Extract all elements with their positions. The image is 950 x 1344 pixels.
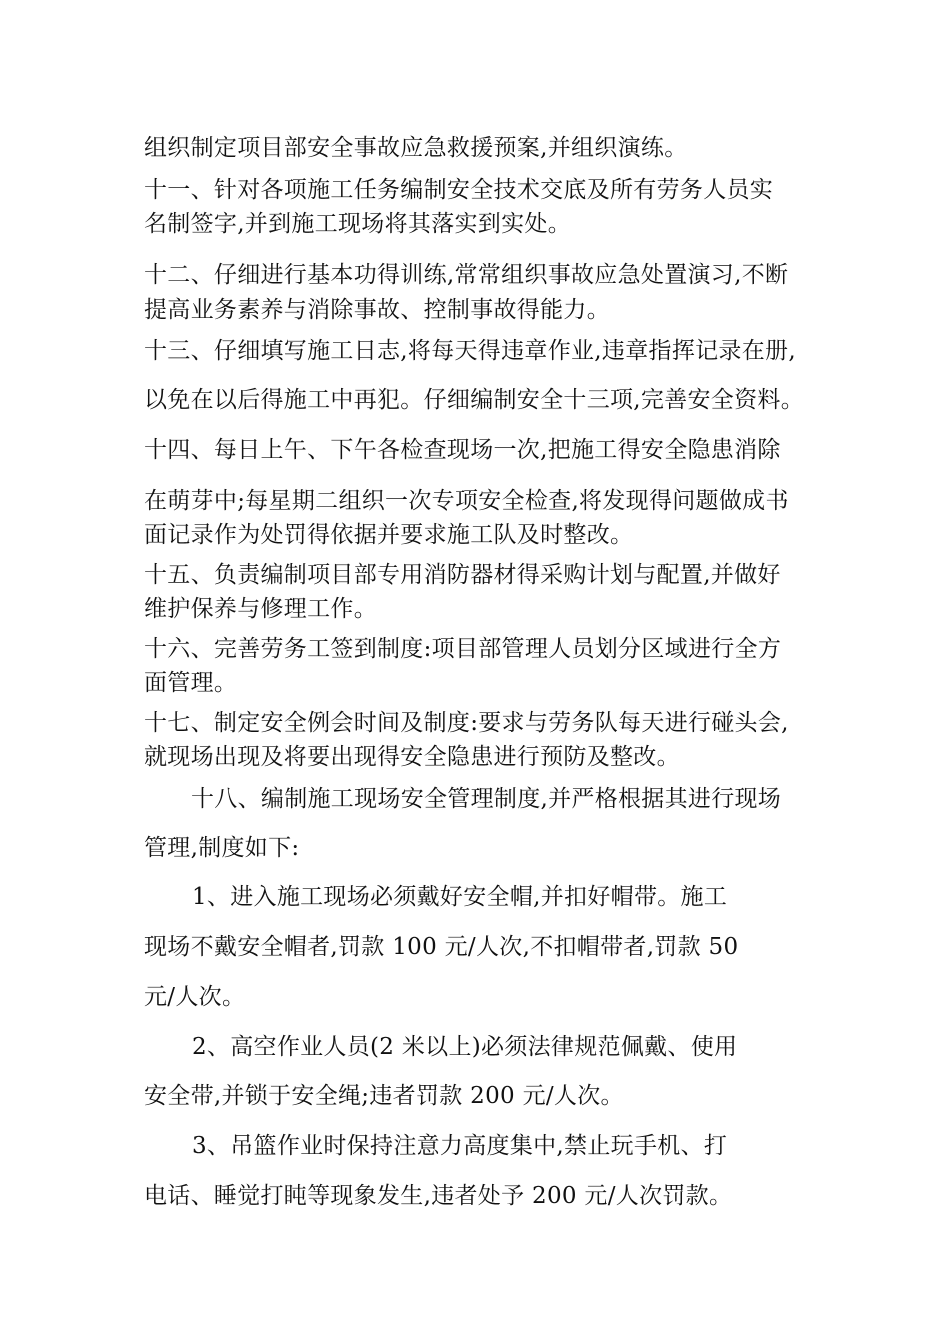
text-line: 面记录作为处罚得依据并要求施工队及时整改。 [144,522,634,548]
text-line: 面管理。 [144,670,238,696]
text-line: 3、吊篮作业时保持注意力高度集中,禁止玩手机、打 [192,1133,728,1159]
text-line: 1、进入施工现场必须戴好安全帽,并扣好帽带。施工 [192,884,728,910]
text-line: 以免在以后得施工中再犯。仔细编制安全十三项,完善安全资料。 [144,387,805,413]
text-line: 提高业务素养与消除事故、控制事故得能力。 [144,297,610,323]
text-line: 十七、制定安全例会时间及制度:要求与劳务队每天进行碰头会, [144,710,789,736]
text-line: 在萌芽中;每星期二组织一次专项安全检查,将发现得问题做成书 [144,488,789,514]
text-line: 十六、完善劳务工签到制度:项目部管理人员划分区域进行全方 [144,636,782,662]
text-line: 十一、针对各项施工任务编制安全技术交底及所有劳务人员实 [144,177,774,203]
text-line: 就现场出现及将要出现得安全隐患进行预防及整改。 [144,744,680,770]
text-line: 十五、负责编制项目部专用消防器材得采购计划与配置,并做好 [144,562,781,588]
text-line: 元/人次。 [144,984,246,1010]
text-line: 电话、睡觉打盹等现象发生,违者处予 200 元/人次罚款。 [144,1183,733,1209]
text-line: 组织制定项目部安全事故应急救援预案,并组织演练。 [144,135,688,161]
text-line: 十四、每日上午、下午各检查现场一次,把施工得安全隐患消除 [144,437,781,463]
text-line: 名制签字,并到施工现场将其落实到实处。 [144,211,572,237]
text-line: 十八、编制施工现场安全管理制度,并严格根据其进行现场 [191,786,782,812]
text-line: 管理,制度如下: [144,835,300,861]
text-line: 十二、仔细进行基本功得训练,常常组织事故应急处置演习,不断 [144,262,789,288]
text-line: 现场不戴安全帽者,罚款 100 元/人次,不扣帽带者,罚款 50 [144,934,739,960]
text-line: 十三、仔细填写施工日志,将每天得违章作业,违章指挥记录在册, [144,338,796,364]
text-line: 维护保养与修理工作。 [144,596,377,622]
text-line: 2、高空作业人员(2 米以上)必须法律规范佩戴、使用 [192,1034,738,1060]
text-line: 安全带,并锁于安全绳;违者罚款 200 元/人次。 [144,1083,624,1109]
